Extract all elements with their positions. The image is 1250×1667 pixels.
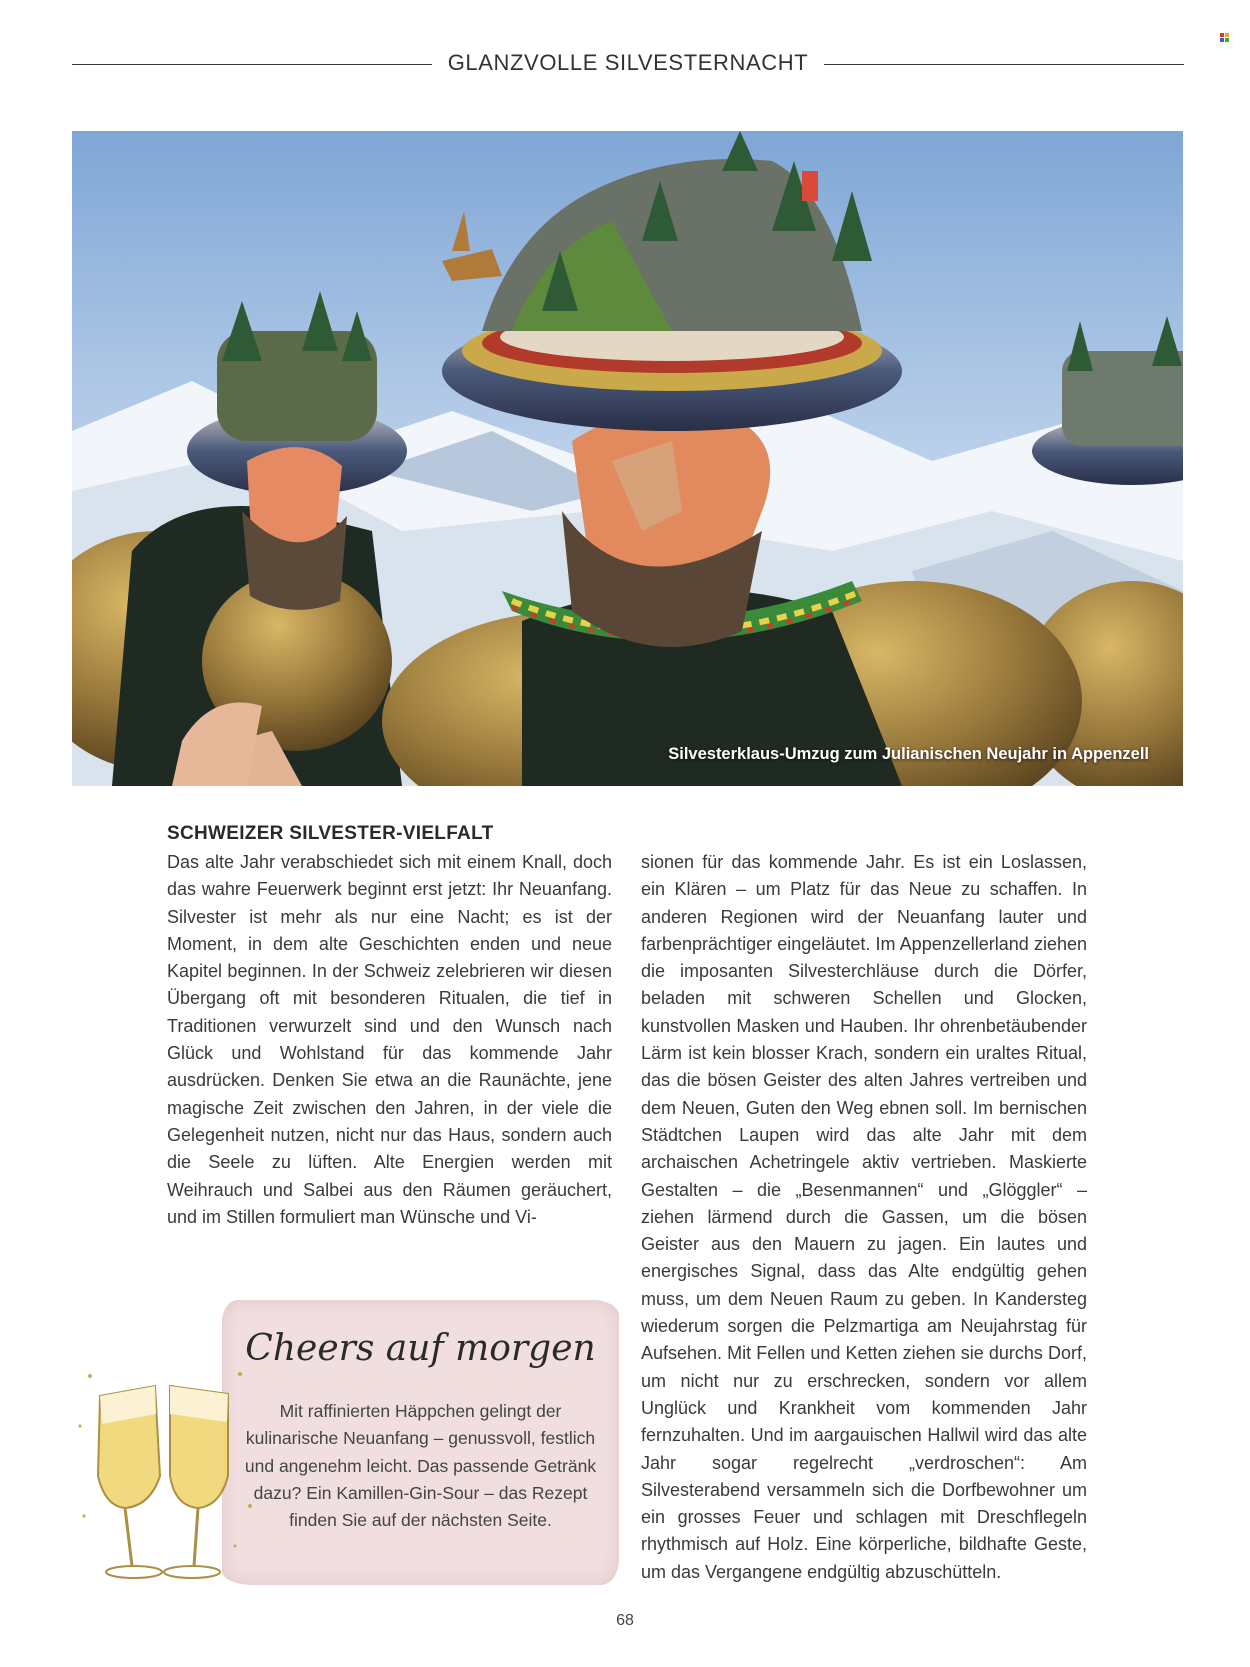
page-header — [72, 48, 1184, 82]
header-rule-left — [72, 64, 432, 65]
sidebar-card — [222, 1300, 619, 1585]
brand-logo-icon — [1220, 33, 1230, 43]
article-paragraph-1: Das alte Jahr verabschiedet sich mit einem Knall, doch das wahre Feuerwerk beginnt erst jetzt: Ihr Neuanfang. Silvester ist mehr als nur eine Nacht; es ist der Moment, in dem alte Geschichten enden und neue Kapitel beginnen. In der Schweiz zelebrieren wir diesen Übergang oft mit besonderen Ritualen, die tief in Traditionen verwurzelt sind und den Wunsch nach Glück und Wohlstand für das kommende Jahr ausdrücken. Denken Sie etwa an die Raunächte, jene magische Zeit zwischen den Jahren, in der viele die Gelegenheit nutzen, nicht nur das Haus, sondern auch die Seele zu lüften. Alte Energien werden mit Weihrauch und Salbei aus den Räumen geräuchert, und im Stillen formuliert man Wünsche und Vi- — [167, 852, 612, 1227]
champagne-glasses-icon — [70, 1366, 260, 1596]
page-number: 68 — [616, 1612, 634, 1629]
article-column-1 — [167, 849, 612, 1231]
photo-caption: Silvesterklaus-Umzug zum Julianischen Neujahr in Appenzell — [668, 745, 1149, 763]
sidebar-text: Mit raffinierten Häppchen gelingt der kulinarische Neuanfang – genussvoll, festlich und angenehm leicht. Das passende Getränk dazu? Ein Kamillen-Gin-Sour – das Rezept finden Sie auf der nächsten Seite. — [244, 1401, 597, 1531]
header-rule-right — [824, 64, 1184, 65]
article-headline: SCHWEIZER SILVESTER-VIELFALT — [167, 823, 494, 844]
article-paragraph-2: sionen für das kommende Jahr. Es ist ein Loslassen, ein Klären – um Platz für das Neue zu schaffen. In anderen Regionen wird der Neuanfang lauter und farbenprächtiger eingeläutet. Im Appenzellerland ziehen die imposanten Silvesterchläuse durch die Dörfer, beladen mit schweren Schellen und Glocken, kunstvollen Masken und Hauben. Ihr ohrenbetäubender Lärm ist kein blosser Krach, sondern ein uraltes Ritual, das die bösen Geister des alten Jahres vertreiben und dem Neuen, Guten den Weg ebnen soll. Im bernischen Städtchen Laupen wird das alte Jahr mit dem archaischen Achetringele aktiv vertrieben. Maskierte Gestalten – die „Besenmannen“ und „Glöggler“ – ziehen lärmend durch die Gassen, um die bösen Geister aus den Mauern zu jagen. Ein lautes und energisches Signal, dass das Alte endgültig gehen muss, um dem Neuen Raum zu geben. In Kandersteg wiederum sorgen die Pelzmartiga am Neujahrstag für Aufsehen. Mit Fellen und Ketten ziehen sie durchs Dorf, um nicht nur zu erschrecken, sondern vor allem Unglück und Krankheit vom kommenden Jahr fernzuhalten. Und im aargauischen Hallwil wird das alte Jahr sogar regelrecht „verdroschen“: Am Silvesterabend versammeln sich die Dorfbewohner um ein grosses Feuer und schlagen mit Dreschflegeln rhythmisch auf Holz. Eine körperliche, bildhafte Geste, um das Vergangene endgültig abzuschütteln. — [641, 852, 1087, 1582]
silvesterklaus-illustration — [72, 131, 1183, 786]
section-title: GLANZVOLLE SILVESTERNACHT — [447, 50, 809, 75]
article-column-2 — [641, 849, 1087, 1586]
hero-photo — [72, 131, 1183, 786]
sidebar-script-title: Cheers auf morgen — [245, 1328, 596, 1369]
